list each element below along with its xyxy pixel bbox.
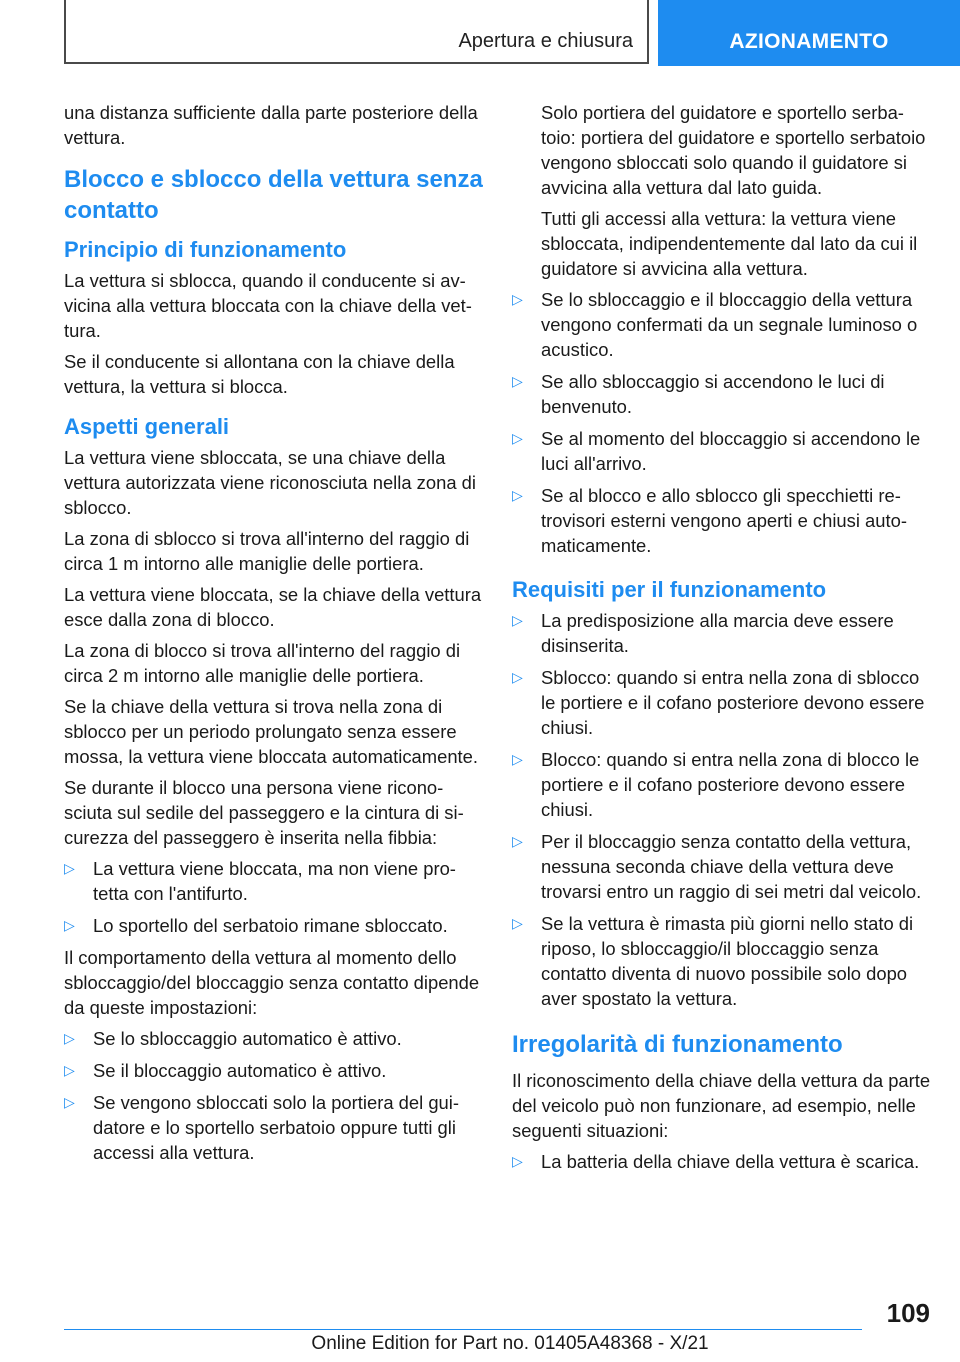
list-item: ▷ Lo sportello del serbatoio rimane sbloccato. [64, 915, 448, 936]
right-column [512, 100, 932, 1181]
list-item: ▷ Per il bloccaggio senza contatto della vettura, nessuna seconda chiave della vettura deve trovarsi entro un raggio di sei metri dal veicolo. [512, 831, 922, 902]
list-item: ▷ La vettura viene bloccata, ma non viene protetta con l'antifurto. [64, 858, 456, 904]
triangle-bullet-icon: ▷ [512, 373, 523, 389]
section-title: Apertura e chiusura [458, 30, 633, 52]
list-item: ▷ Se allo sbloccaggio si accendono le luci di benvenuto. [512, 371, 885, 417]
triangle-bullet-icon: ▷ [64, 917, 75, 933]
triangle-bullet-icon: ▷ [512, 487, 523, 503]
bullet-list [512, 287, 932, 558]
list-item: ▷ Se la vettura è rimasta più giorni nello stato di riposo, lo sbloccaggio/il bloccaggio senza contatto diventa di nuovo possibile solo dopo aver spostato la vettura. [512, 913, 914, 1009]
indented-paragraph: Solo portiera del guidatore e sportello serbatoio: portiera del guidatore e sportello serbatoio vengono sbloccati solo quando il guidatore si avvicina alla vettura dal lato guida. [541, 102, 926, 198]
triangle-bullet-icon: ▷ [512, 430, 523, 446]
chapter-tab-label: AZIONAMENTO [729, 30, 889, 53]
triangle-bullet-icon: ▷ [512, 915, 523, 931]
paragraph: Se durante il blocco una persona viene riconosciuta sul sedile del passeggero e la cintura di sicurezza del passeggero è inserita nella fibbia: [64, 777, 464, 848]
paragraph: Se il conducente si allontana con la chiave della vettura, la vettura si blocca. [64, 351, 455, 397]
paragraph: Se la chiave della vettura si trova nella zona di sblocco per un periodo prolungato senza essere mossa, la vettura viene bloccata automaticamente. [64, 696, 479, 767]
triangle-bullet-icon: ▷ [512, 291, 523, 307]
paragraph: Il comportamento della vettura al momento dello sbloccaggio/del bloccaggio senza contatto dipende da queste impostazioni: [64, 947, 480, 1018]
bullet-list [512, 1149, 932, 1174]
paragraph: La zona di blocco si trova all'interno del raggio di circa 2 m intorno alle maniglie delle portiera. [64, 640, 461, 686]
heading-irregolarita: Irregolarità di funzionamento [512, 1031, 843, 1058]
bullet-list [64, 1026, 484, 1165]
triangle-bullet-icon: ▷ [64, 1094, 75, 1110]
bullet-list [512, 608, 932, 1011]
heading-blocco: Blocco e sblocco della vettura senza contatto [64, 166, 483, 224]
heading-aspetti: Aspetti generali [64, 414, 230, 439]
list-item: ▷ Blocco: quando si entra nella zona di blocco le portiere e il cofano posteriore devono essere chiusi. [512, 749, 920, 820]
indented-paragraph: Tutti gli accessi alla vettura: la vettura viene sbloccata, indipendentemente dal lato da cui il guidatore si avvicina alla vettura. [541, 208, 918, 279]
left-column [64, 100, 484, 1172]
triangle-bullet-icon: ▷ [512, 612, 523, 628]
footer-edition-text: Online Edition for Part no. 01405A48368 - X/21 [311, 1333, 709, 1354]
page-number: 109 [886, 1298, 930, 1328]
list-item: ▷ Se lo sbloccaggio e il bloccaggio della vettura vengono confermati da un segnale luminoso o acustico. [512, 289, 918, 360]
list-item: ▷ Se al momento del bloccaggio si accendono le luci all'arrivo. [512, 428, 921, 474]
list-item: ▷ Sblocco: quando si entra nella zona di sblocco le portiere e il cofano posteriore devono essere chiusi. [512, 667, 925, 738]
triangle-bullet-icon: ▷ [512, 1153, 523, 1169]
header-section-box [64, 0, 649, 64]
list-item: ▷ La predisposizione alla marcia deve essere disinserita. [512, 610, 894, 656]
triangle-bullet-icon: ▷ [512, 669, 523, 685]
heading-principio: Principio di funzionamento [64, 237, 347, 262]
heading-requisiti: Requisiti per il funzionamento [512, 577, 827, 602]
list-item: ▷ La batteria della chiave della vettura è scarica. [512, 1151, 920, 1172]
list-item: ▷ Se il bloccaggio automatico è attivo. [64, 1060, 387, 1081]
paragraph: Il riconoscimento della chiave della vettura da parte del veicolo può non funzionare, ad esempio, nelle seguenti situazioni: [512, 1070, 931, 1141]
paragraph: una distanza sufficiente dalla parte posteriore della vettura. [64, 102, 478, 148]
list-item: ▷ Se lo sbloccaggio automatico è attivo. [64, 1028, 402, 1049]
footer-divider [64, 1329, 862, 1330]
paragraph: La vettura viene sbloccata, se una chiave della vettura autorizzata viene riconosciuta nella zona di sblocco. [64, 447, 476, 518]
bullet-list [64, 856, 484, 938]
triangle-bullet-icon: ▷ [64, 1062, 75, 1078]
list-item: ▷ Se al blocco e allo sblocco gli specchietti retrovisori esterni vengono aperti e chiusi automaticamente. [512, 485, 907, 556]
triangle-bullet-icon: ▷ [64, 1030, 75, 1046]
triangle-bullet-icon: ▷ [512, 751, 523, 767]
paragraph: La vettura viene bloccata, se la chiave della vettura esce dalla zona di blocco. [64, 584, 482, 630]
paragraph: La vettura si sblocca, quando il conducente si avvicina alla vettura bloccata con la chiave della vettura. [64, 270, 472, 341]
triangle-bullet-icon: ▷ [64, 860, 75, 876]
paragraph: La zona di sblocco si trova all'interno del raggio di circa 1 m intorno alle maniglie delle portiera. [64, 528, 470, 574]
list-item: ▷ Se vengono sbloccati solo la portiera del guidatore e lo sportello serbatoio oppure tutti gli accessi alla vettura. [64, 1092, 459, 1163]
chapter-tab[interactable] [658, 0, 960, 66]
triangle-bullet-icon: ▷ [512, 833, 523, 849]
